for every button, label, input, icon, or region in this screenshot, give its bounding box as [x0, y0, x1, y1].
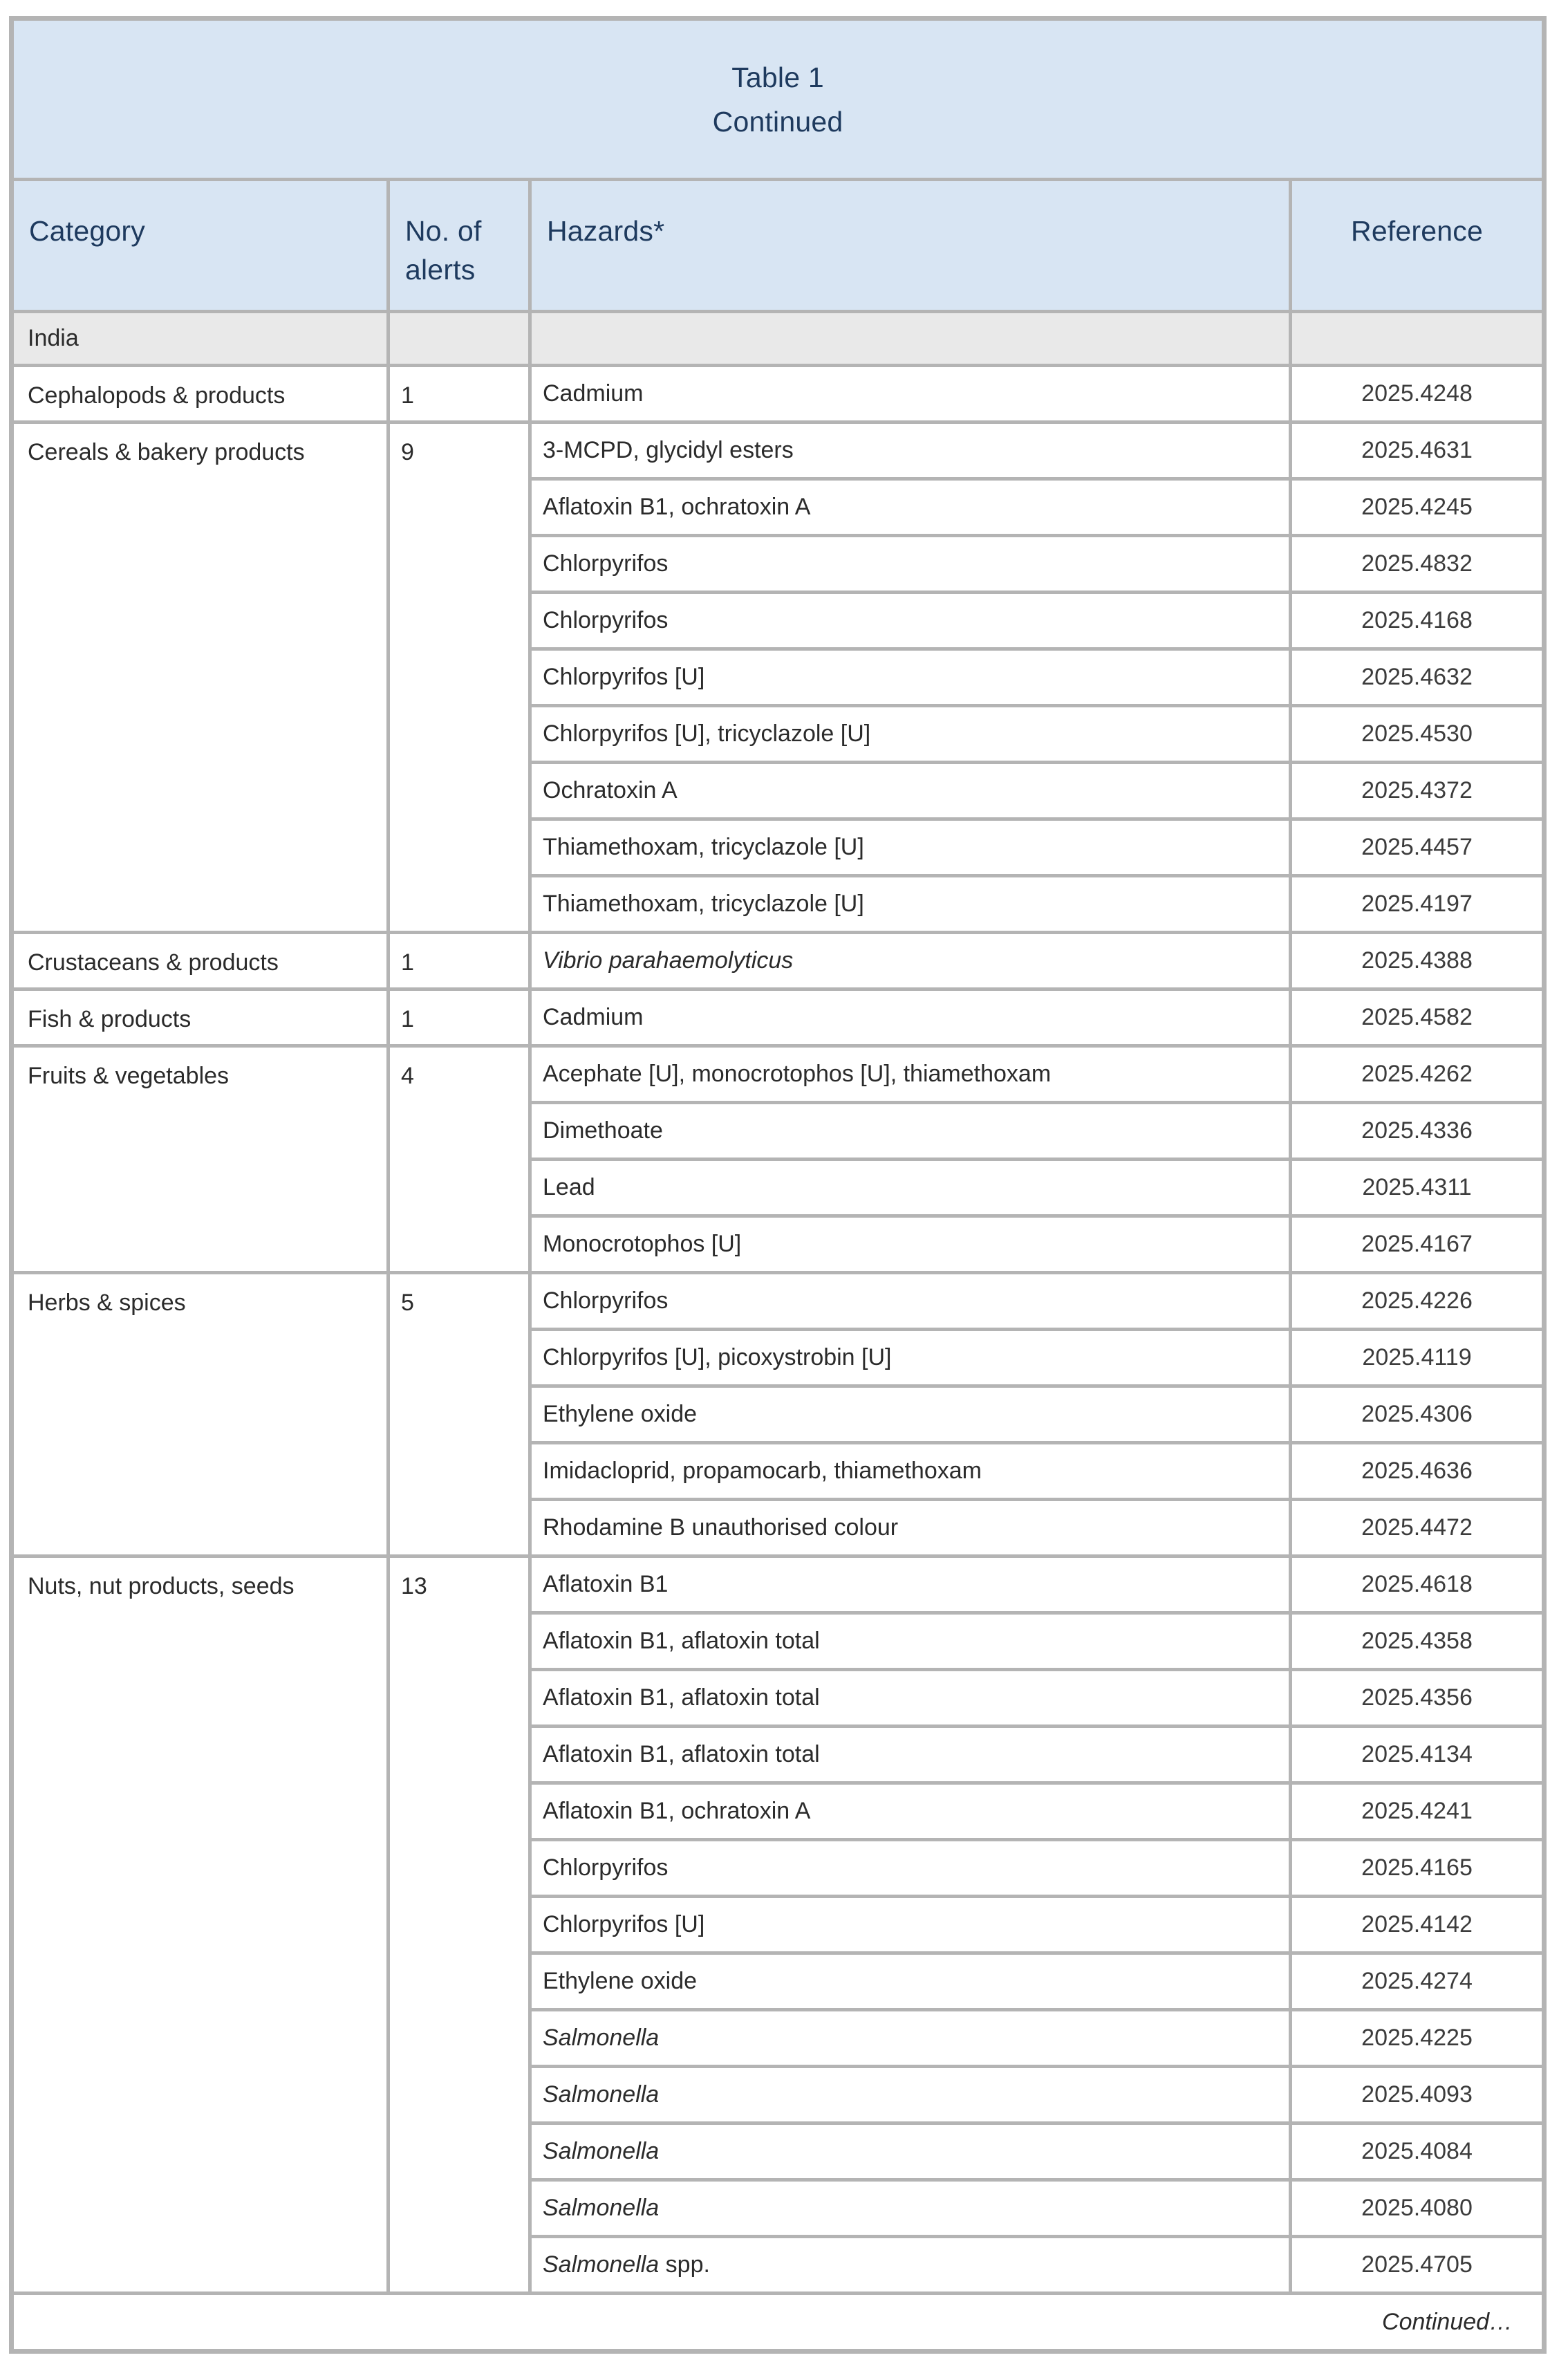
continued-note: Continued…: [12, 2294, 1544, 2352]
reference-cell: 2025.4306: [1291, 1386, 1544, 1443]
reference-cell: 2025.4457: [1291, 819, 1544, 876]
reference-cell: 2025.4311: [1291, 1160, 1544, 1216]
table-row: [12, 366, 1544, 422]
hazard-cell: [530, 1840, 1291, 1897]
hazard-name: Aflatoxin B1, aflatoxin total: [543, 1684, 820, 1711]
hazard-name-italic: Salmonella: [543, 2081, 660, 2108]
reference-cell: 2025.4356: [1291, 1670, 1544, 1727]
hazard-name: Acephate [U], monocrotophos [U], thiamethoxam: [543, 1061, 1052, 1087]
hazard-cell: [530, 593, 1291, 649]
reference-cell: 2025.4084: [1291, 2123, 1544, 2180]
hazard-cell: [530, 1046, 1291, 1103]
hazard-cell: [530, 1443, 1291, 1500]
reference-cell: 2025.4472: [1291, 1500, 1544, 1556]
hazard-name: Chlorpyrifos: [543, 607, 669, 633]
hazard-name: Monocrotophos [U]: [543, 1231, 742, 1257]
hazard-name-italic: Vibrio parahaemolyticus: [543, 947, 794, 974]
hazard-cell: [530, 536, 1291, 593]
hazard-name: Thiamethoxam, tricyclazole [U]: [543, 891, 864, 917]
hazard-name: Aflatoxin B1, ochratoxin A: [543, 494, 811, 520]
hazard-cell: [530, 479, 1291, 536]
alert-count-cell: 13: [389, 1556, 530, 2294]
hazard-cell: [530, 933, 1291, 989]
hazard-cell: [530, 366, 1291, 422]
reference-cell: 2025.4336: [1291, 1103, 1544, 1160]
category-cell: Herbs & spices: [12, 1273, 389, 1556]
hazard-cell: [530, 1556, 1291, 1613]
hazard-cell: [530, 763, 1291, 819]
alerts-table: [9, 16, 1547, 2354]
table-row: [12, 933, 1544, 989]
hazard-name: Ochratoxin A: [543, 777, 678, 803]
hazard-name: Ethylene oxide: [543, 1401, 698, 1427]
footer-row: [12, 2294, 1544, 2352]
hazard-cell: [530, 422, 1291, 479]
hazard-cell: [530, 1670, 1291, 1727]
table-title: [12, 19, 1544, 180]
category-cell: Crustaceans & products: [12, 933, 389, 989]
column-header-hazards: Hazards*: [530, 180, 1291, 312]
category-cell: Fish & products: [12, 989, 389, 1046]
column-header-row: [12, 180, 1544, 312]
hazard-name-italic: Salmonella: [543, 2138, 660, 2164]
reference-cell: 2025.4165: [1291, 1840, 1544, 1897]
table-title-line2: Continued: [712, 105, 843, 138]
hazard-name: Thiamethoxam, tricyclazole [U]: [543, 834, 864, 860]
table-row: [12, 1273, 1544, 1330]
category-cell: Cereals & bakery products: [12, 422, 389, 933]
reference-cell: 2025.4119: [1291, 1330, 1544, 1386]
alert-count-cell: 5: [389, 1273, 530, 1556]
hazard-name: Chlorpyrifos [U], picoxystrobin [U]: [543, 1344, 892, 1370]
hazard-name: 3-MCPD, glycidyl esters: [543, 437, 794, 463]
reference-cell: 2025.4530: [1291, 706, 1544, 763]
hazard-cell: [530, 989, 1291, 1046]
hazard-name: Chlorpyrifos: [543, 1854, 669, 1881]
hazard-name: Chlorpyrifos: [543, 550, 669, 577]
reference-cell: 2025.4388: [1291, 933, 1544, 989]
hazard-name: Chlorpyrifos [U]: [543, 664, 705, 690]
alert-count-cell: 1: [389, 989, 530, 1046]
reference-cell: 2025.4134: [1291, 1727, 1544, 1783]
reference-cell: 2025.4168: [1291, 593, 1544, 649]
hazard-cell: [530, 1727, 1291, 1783]
reference-cell: 2025.4631: [1291, 422, 1544, 479]
group-header-empty-cell: [389, 312, 530, 366]
hazard-name-italic: Salmonella: [543, 2025, 660, 2051]
hazard-name: Ethylene oxide: [543, 1968, 698, 1994]
table-row: [12, 989, 1544, 1046]
group-header-empty-cell: [1291, 312, 1544, 366]
hazard-name-italic: Salmonella: [543, 2251, 660, 2278]
reference-cell: 2025.4241: [1291, 1783, 1544, 1840]
hazard-name: Rhodamine B unauthorised colour: [543, 1514, 899, 1541]
reference-cell: 2025.4274: [1291, 1953, 1544, 2010]
category-cell: Cephalopods & products: [12, 366, 389, 422]
hazard-cell: [530, 1783, 1291, 1840]
hazard-cell: [530, 2180, 1291, 2237]
hazard-name: Cadmium: [543, 380, 644, 407]
reference-cell: 2025.4142: [1291, 1897, 1544, 1953]
reference-cell: 2025.4618: [1291, 1556, 1544, 1613]
hazard-name: Chlorpyrifos: [543, 1287, 669, 1314]
reference-cell: 2025.4080: [1291, 2180, 1544, 2237]
hazard-cell: [530, 2123, 1291, 2180]
hazard-name: spp.: [659, 2251, 710, 2278]
hazard-cell: [530, 1216, 1291, 1273]
hazard-cell: [530, 1273, 1291, 1330]
hazard-name: Chlorpyrifos [U], tricyclazole [U]: [543, 720, 871, 747]
group-header-cell: India: [12, 312, 389, 366]
hazard-name: Aflatoxin B1, aflatoxin total: [543, 1628, 820, 1654]
table-row: [12, 1046, 1544, 1103]
hazard-cell: [530, 1330, 1291, 1386]
hazard-name: Cadmium: [543, 1004, 644, 1030]
hazard-cell: [530, 1103, 1291, 1160]
reference-cell: 2025.4245: [1291, 479, 1544, 536]
group-header-empty-cell: [530, 312, 1291, 366]
reference-cell: 2025.4197: [1291, 876, 1544, 933]
hazard-name-italic: Salmonella: [543, 2195, 660, 2221]
reference-cell: 2025.4167: [1291, 1216, 1544, 1273]
hazard-cell: [530, 876, 1291, 933]
reference-cell: 2025.4632: [1291, 649, 1544, 706]
reference-cell: 2025.4372: [1291, 763, 1544, 819]
hazard-cell: [530, 2067, 1291, 2123]
hazard-cell: [530, 706, 1291, 763]
hazard-name: Chlorpyrifos [U]: [543, 1911, 705, 1937]
hazard-cell: [530, 1897, 1291, 1953]
reference-cell: 2025.4093: [1291, 2067, 1544, 2123]
column-header-category: Category: [12, 180, 389, 312]
reference-cell: 2025.4226: [1291, 1273, 1544, 1330]
table-title-row: [12, 19, 1544, 180]
category-cell: Fruits & vegetables: [12, 1046, 389, 1273]
reference-cell: 2025.4636: [1291, 1443, 1544, 1500]
reference-cell: 2025.4832: [1291, 536, 1544, 593]
hazard-name: Aflatoxin B1, ochratoxin A: [543, 1798, 811, 1824]
alert-count-cell: 9: [389, 422, 530, 933]
reference-cell: 2025.4262: [1291, 1046, 1544, 1103]
hazard-cell: [530, 819, 1291, 876]
hazard-cell: [530, 649, 1291, 706]
hazard-cell: [530, 1160, 1291, 1216]
hazard-name: Imidacloprid, propamocarb, thiamethoxam: [543, 1458, 982, 1484]
table-title-line1: Table 1: [731, 61, 824, 93]
column-header-reference: Reference: [1291, 180, 1544, 312]
hazard-name: Lead: [543, 1174, 595, 1200]
category-cell: Nuts, nut products, seeds: [12, 1556, 389, 2294]
table-row: [12, 422, 1544, 479]
hazard-name: Aflatoxin B1: [543, 1571, 669, 1597]
group-header-row: [12, 312, 1544, 366]
hazard-cell: [530, 1500, 1291, 1556]
hazard-name: Dimethoate: [543, 1117, 663, 1144]
alert-count-cell: 1: [389, 933, 530, 989]
reference-cell: 2025.4225: [1291, 2010, 1544, 2067]
reference-cell: 2025.4582: [1291, 989, 1544, 1046]
alert-count-cell: 1: [389, 366, 530, 422]
hazard-cell: [530, 1613, 1291, 1670]
column-header-alerts: No. of alerts: [389, 180, 530, 312]
reference-cell: 2025.4705: [1291, 2237, 1544, 2294]
hazard-cell: [530, 1953, 1291, 2010]
table-row: [12, 1556, 1544, 1613]
reference-cell: 2025.4248: [1291, 366, 1544, 422]
hazard-cell: [530, 2237, 1291, 2294]
reference-cell: 2025.4358: [1291, 1613, 1544, 1670]
hazard-cell: [530, 2010, 1291, 2067]
hazard-cell: [530, 1386, 1291, 1443]
table-body: [12, 312, 1544, 2294]
hazard-name: Aflatoxin B1, aflatoxin total: [543, 1741, 820, 1767]
alert-count-cell: 4: [389, 1046, 530, 1273]
